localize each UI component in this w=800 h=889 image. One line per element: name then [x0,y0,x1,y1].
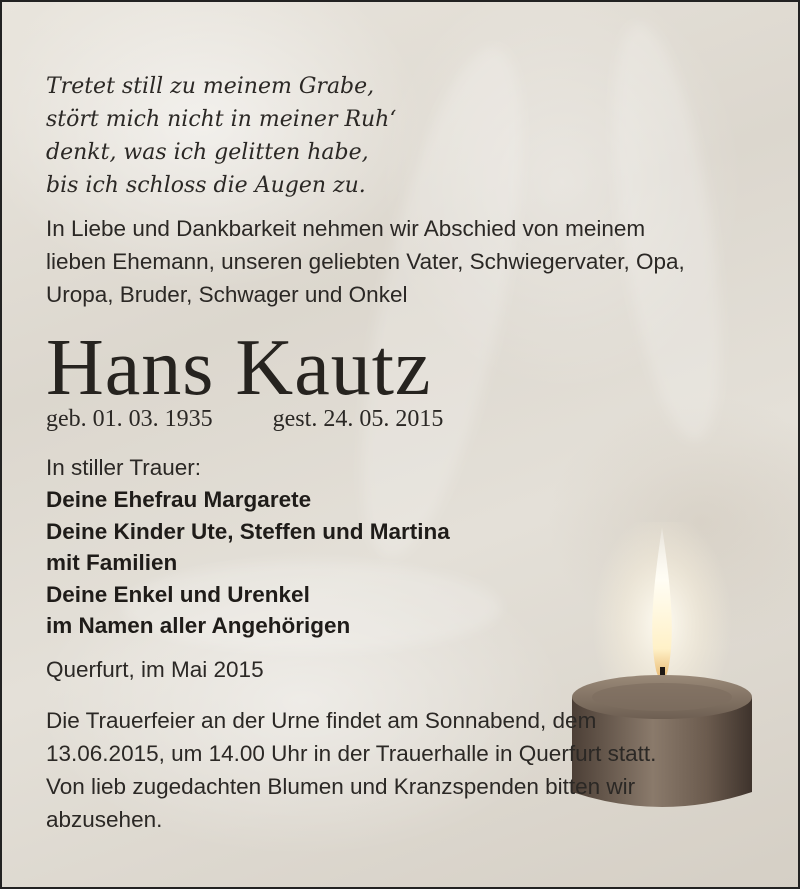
mourning-label: In stiller Trauer: [46,455,202,480]
service-line: Von lieb zugedachten Blumen und Kranzspenden bitten wir [46,774,636,799]
death-date: gest. 24. 05. 2015 [272,406,444,432]
mourner-line: Deine Ehefrau Margarete [46,487,312,512]
poem-line: Tretet still zu meinem Grabe, [46,74,375,99]
birth-date: geb. 01. 03. 1935 [46,406,213,432]
poem-line: denkt, was ich gelitten habe, [46,140,369,165]
intro-line: lieben Ehemann, unseren geliebten Vater, Schwiegervater, Opa, [46,249,685,274]
poem-line: bis ich schloss die Augen zu. [46,173,366,198]
service-line: 13.06.2015, um 14.00 Uhr in der Trauerhalle in Querfurt statt. [46,741,657,766]
mourner-line: Deine Kinder Ute, Steffen und Martina [46,518,450,544]
poem-line: stört mich nicht in meiner Ruh‘ [46,107,397,132]
mourner-line: im Namen aller Angehörigen [46,613,351,638]
intro-text [46,212,776,311]
poem [46,70,396,202]
service-info [46,704,656,836]
intro-line: In Liebe und Dankbarkeit nehmen wir Abschied von meinem [46,216,646,241]
mourners-list [46,484,450,642]
service-line: Die Trauerfeier an der Urne findet am Sonnabend, dem [46,708,597,733]
intro-line: Uropa, Bruder, Schwager und Onkel [46,282,408,307]
place-date: Querfurt, im Mai 2015 [46,657,264,682]
deceased-name: Hans Kautz [46,324,432,412]
service-line: abzusehen. [46,807,163,832]
mourner-line: Deine Enkel und Urenkel [46,581,310,607]
mourner-line: mit Familien [46,550,178,575]
life-dates [46,402,443,436]
